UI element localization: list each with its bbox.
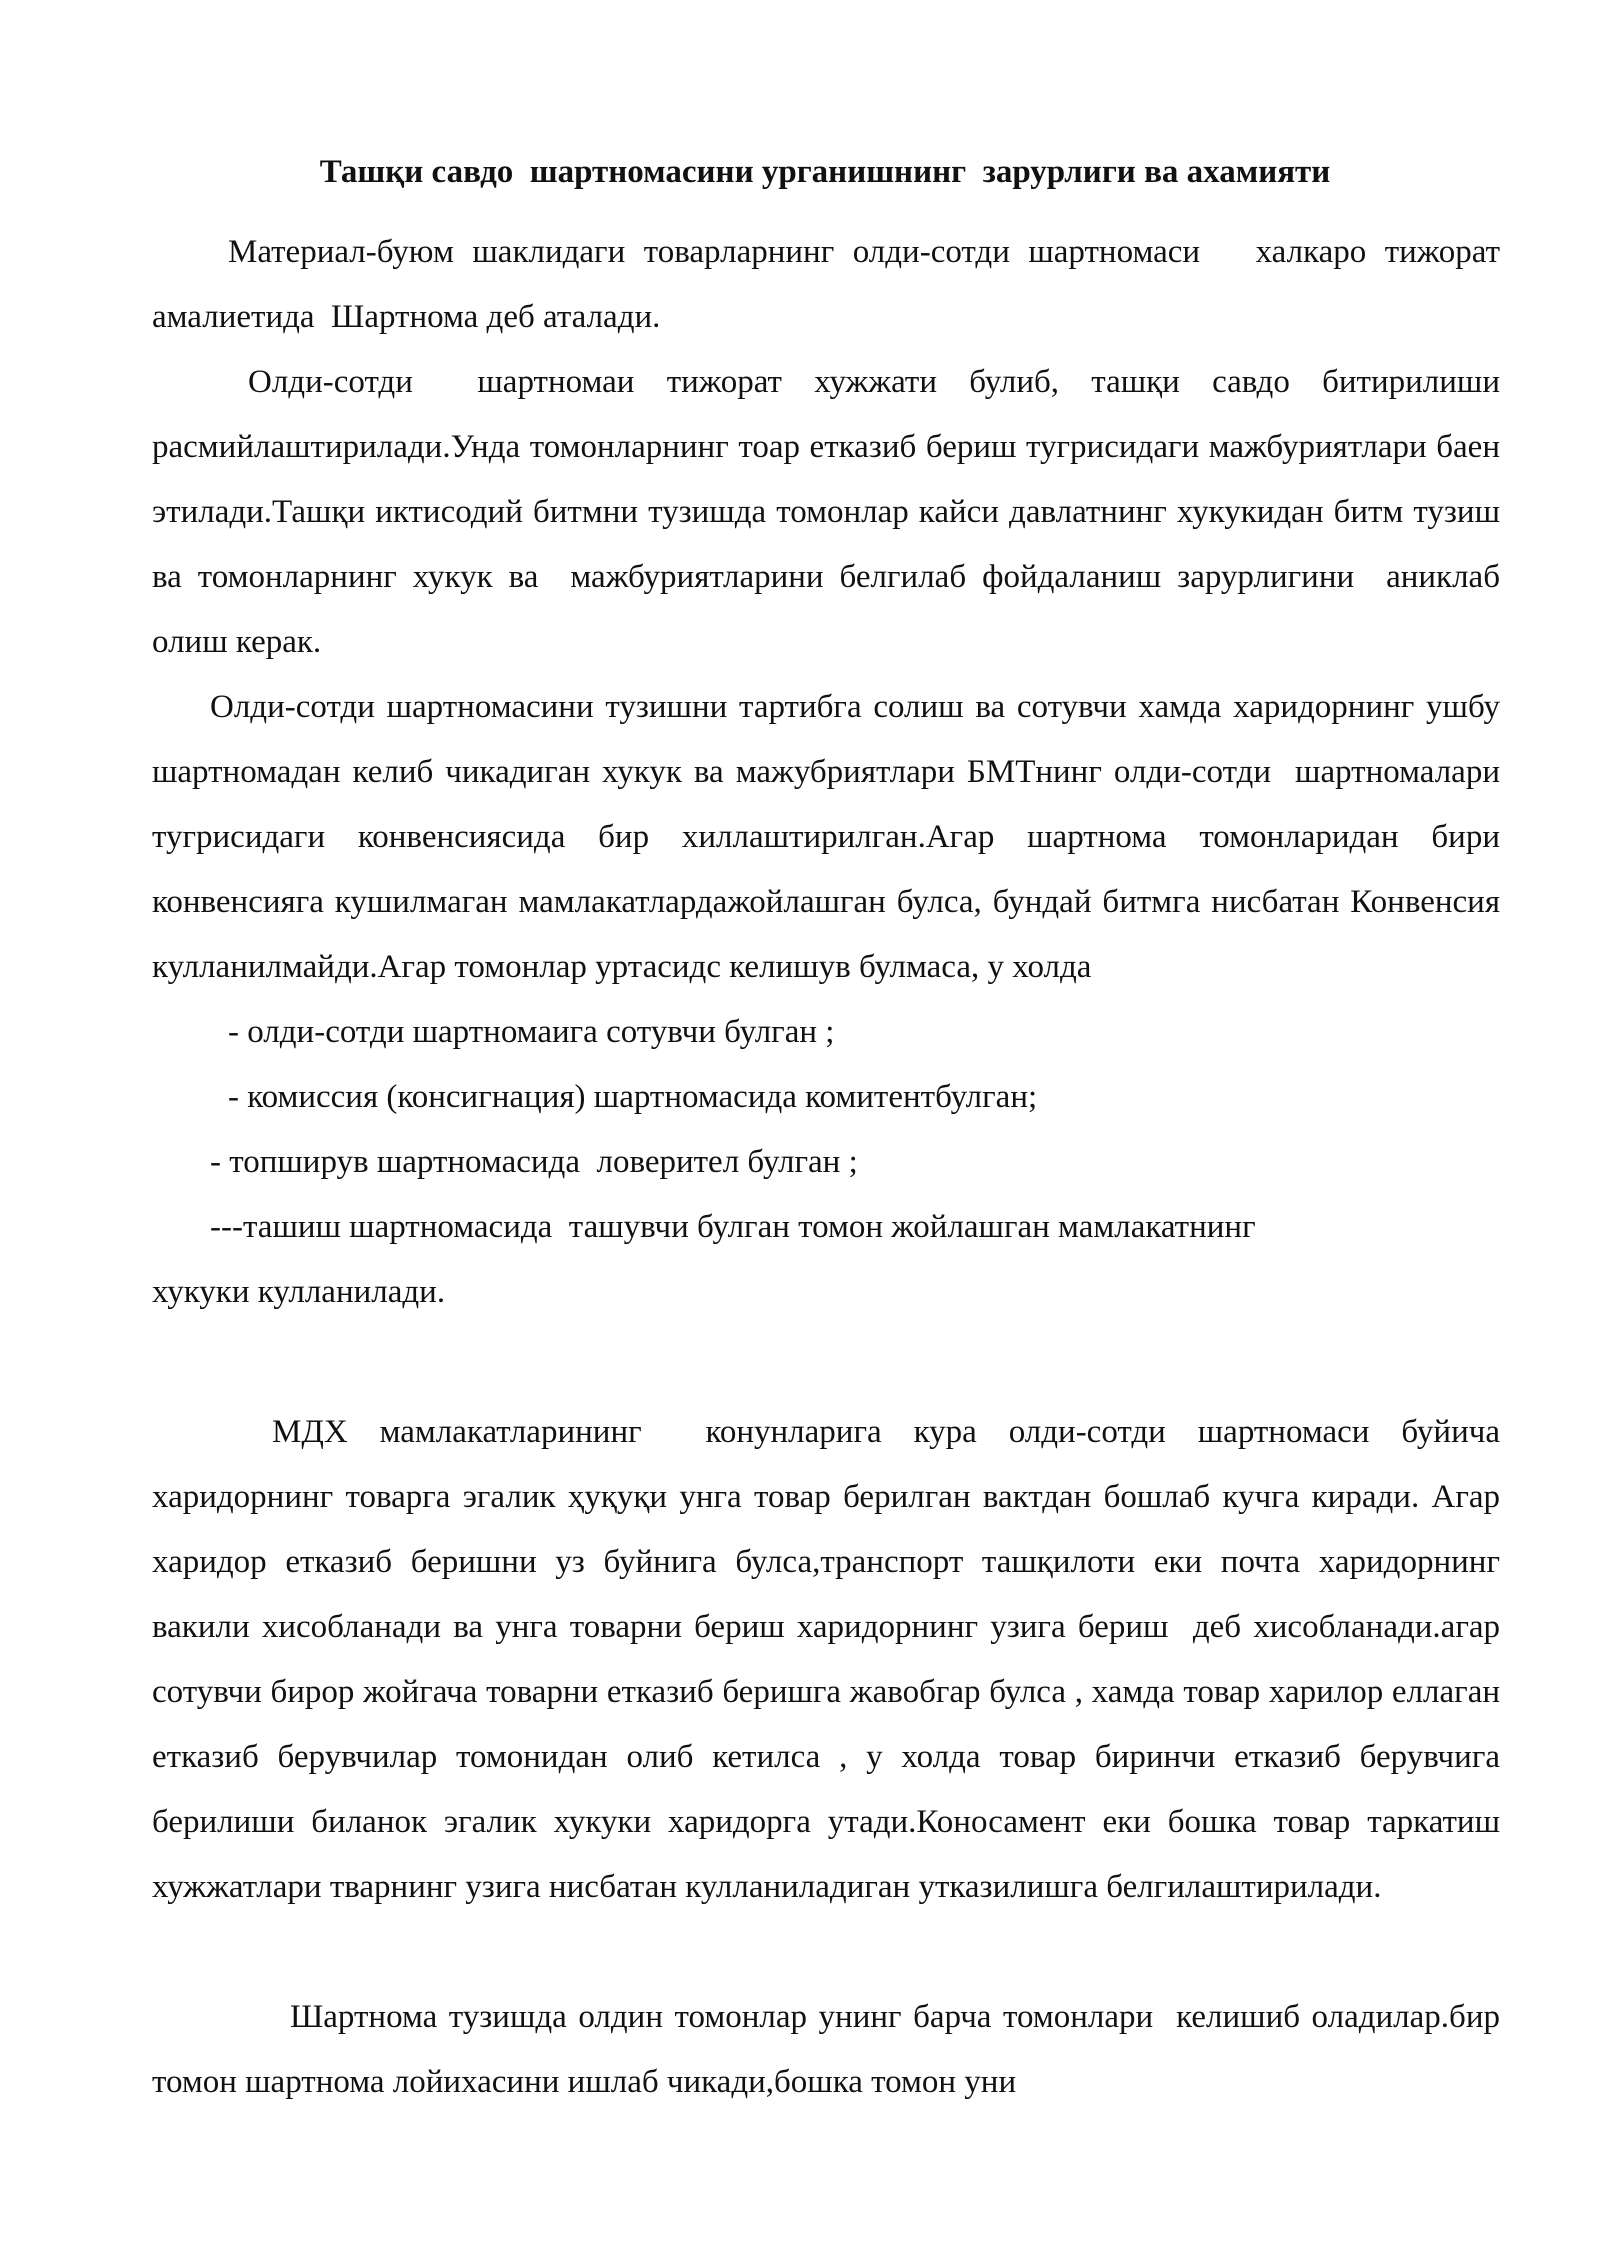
paragraph-4: МДХ мамлакатларининг конунларига кура олди-сотди шартномаси буйича харидорнинг товарга эгалик ҳуқуқи унга товар берилган вактдан бошлаб кучга киради. Агар харидор етказиб беришни уз буйнига булса,транспорт ташқилоти еки почта харидорнинг вакили хисобланади ва унга товарни бериш харидорнинг узига бериш деб хисобланади.агар сотувчи бирор жойгача товарни етказиб беришга жавобгар булса , хамда товар харилор еллаган етказиб берувчилар томонидан олиб кетилса , у холда товар биринчи етказиб берувчига берилиши биланок эгалик хукуки харидорга утади.Коносамент еки бошка товар таркатиш хужжатлари тварнинг узига нисбатан кулланиладиган утказилишга белгилаштирилади. — [152, 1414, 1509, 1905]
paragraph-5: Шартнома тузишда олдин томонлар унинг барча томонлари келишиб оладилар.бир томон шартнома лойихасини ишлаб чикади,бошка томон уни — [152, 1999, 1509, 2100]
paragraph-block-4 — [152, 1400, 1509, 1920]
paragraph-1: Материал-буюм шаклидаги товарларнинг олди-сотди шартномаси халкаро тижорат амалиетида Шартнома деб аталади. — [152, 234, 1509, 335]
list-item: - комиссия (консигнация) шартномасида комитентбулган; — [228, 1079, 1038, 1115]
paragraph-block-1 — [152, 220, 1509, 350]
list-item: - олди-сотди шартномаига сотувчи булган ; — [228, 1014, 835, 1050]
paragraph-3: Олди-сотди шартномасини тузишни тартибга солиш ва сотувчи хамда харидорнинг ушбу шартномадан келиб чикадиган хукук ва мажубриятлари БМТнинг олди-сотди шартномалари тугрисидаги конвенсиясида бир хиллаштирилган.Агар шартнома томонларидан бири конвенсияга кушилмаган мамлакатлардажойлашган булса, бундай битмга нисбатан Конвенсия кулланилмайди.Агар томонлар уртасидс келишув булмаса, у холда — [152, 689, 1509, 985]
document-title: Ташқи савдо шартномасини урганишнинг зарурлиги ва ахамияти — [319, 154, 1331, 190]
list-tail: хукуки кулланилади. — [152, 1274, 446, 1310]
paragraph-block-2 — [152, 350, 1509, 675]
list-item: - топширув шартномасида ловерител булган ; — [210, 1144, 858, 1180]
paragraph-block-3 — [152, 675, 1509, 1325]
paragraph-2: Олди-сотди шартномаи тижорат хужжати булиб, ташқи савдо битирилиши расмийлаштирилади.Унда томонларнинг тоар етказиб бериш тугрисидаги мажбуриятлари баен этилади.Ташқи иктисодий битмни тузишда томонлар кайси давлатнинг хукукидан битм тузиш ва томонларнинг хукук ва мажбуриятларини белгилаб фойдаланиш зарурлигини аниклаб олиш керак. — [152, 364, 1509, 660]
paragraph-block-5 — [152, 1985, 1509, 2115]
list-item: ---ташиш шартномасида ташувчи булган томон жойлашган мамлакатнинг — [210, 1209, 1256, 1245]
